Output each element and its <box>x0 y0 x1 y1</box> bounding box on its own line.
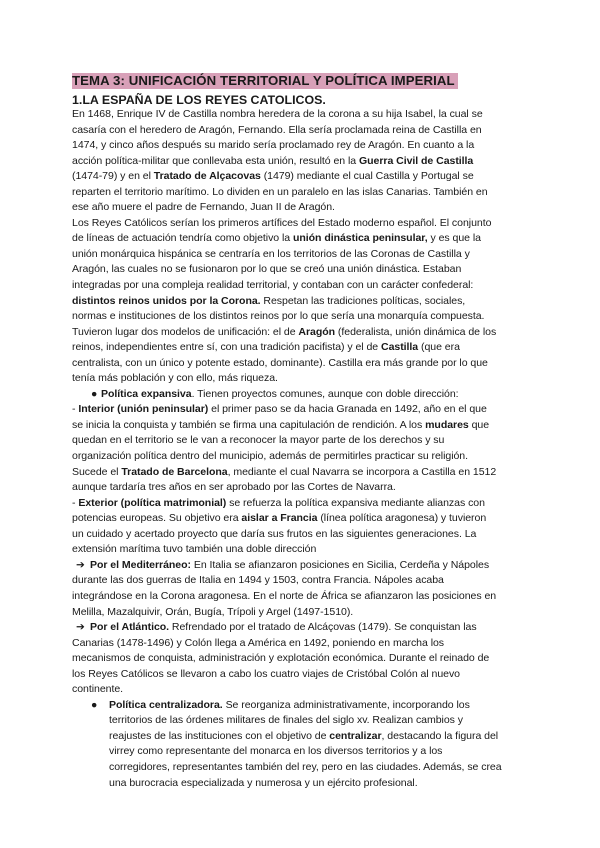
text-line: potencias europeas. Su objetivo era aislar a Francia (línea política aragonesa) y tuvieron <box>72 512 487 525</box>
text-line: casaría con el heredero de Aragón, Fernando. Ella sería proclamada reina de Castilla en <box>72 123 482 136</box>
text-line: acción política-militar que conllevaba esta unión, resultó en la Guerra Civil de Castilla <box>72 154 474 167</box>
text-line: ➔ Por el Atlántico. Refrendado por el tratado de Alcáçovas (1479). Se conquistan las <box>72 620 534 636</box>
text-line: En 1468, Enrique IV de Castilla nombra heredera de la corona a su hija Isabel, la cual se <box>72 108 483 120</box>
text-line: corregidores, representantes también del rey, pero en las ciudades. Además, se crea <box>109 760 502 773</box>
text-line: centralista, con un único y potente estado, dominante). Castilla era más grande por lo que <box>72 356 488 369</box>
text-line: organización política dentro del municipio, además de permitirles practicar su religión. <box>72 450 468 463</box>
bullet-icon: ● <box>91 387 98 400</box>
text-line: Melilla, Mazalquivir, Orán, Bugía, Trípoli y Argel (1497-1510). <box>72 605 354 618</box>
text-line: Los Reyes Católicos serían los primeros artífices del Estado moderno español. El conjunto <box>72 216 492 229</box>
document-body <box>72 107 534 791</box>
text-line: reajustes de las instituciones con el objetivo de centralizar, destacando la figura del <box>109 729 499 742</box>
text-line: una burocracia especializada y numerosa y un ejército profesional. <box>109 776 418 789</box>
text-line: (1474-79) y en el Tratado de Alçacovas (1479) mediante el cual Castilla y Portugal se <box>72 170 474 183</box>
text-line: reparten el territorio marítimo. Lo dividen en un paralelo en las islas Canarias. También en <box>72 185 488 198</box>
text-line: Canarias (1478-1496) y Colón llega a América en 1492, poniendo en marcha los <box>72 636 445 649</box>
text-line: integradas por una compleja realidad territorial, y contaban con un carácter confederal: <box>72 279 474 292</box>
text-line: continente. <box>72 683 124 696</box>
text-line: normas e instituciones de los distintos reinos por lo que sería una monarquía compuesta. <box>72 310 485 323</box>
text-line: integrándose en la Corona aragonesa. En el norte de África se afianzaron las posiciones en <box>72 589 497 602</box>
text-line: aunque tardaría tres años en ser aprobado por las Cortes de Navarra. <box>72 481 396 494</box>
text-line: reinos, independientes entre sí, con una tradición pacifista) y el de Castilla (que era <box>72 341 460 354</box>
text-line: territorios de las órdenes militares de finales del siglo xv. Realizan cambios y <box>109 714 463 727</box>
section-heading: 1.LA ESPAÑA DE LOS REYES CATOLICOS. <box>72 93 326 107</box>
text-line: ➔ Por el Mediterráneo: En Italia se afianzaron posiciones en Sicilia, Cerdeña y Nápoles <box>72 558 534 574</box>
bullet-item: ● Política centralizadora. Se reorganiza administrativamente, incorporando los <box>72 698 534 714</box>
bullet-item: ● Política expansiva. Tienen proyectos comunes, aunque con doble dirección: <box>72 387 534 403</box>
text-line: Sucede el Tratado de Barcelona, mediante el cual Navarra se incorpora a Castilla en 1512 <box>72 465 497 478</box>
text-line: - Exterior (política matrimonial) se refuerza la política expansiva mediante alianzas con <box>72 496 485 509</box>
page-title: TEMA 3: UNIFICACIÓN TERRITORIAL Y POLÍTICA IMPERIAL <box>72 73 458 89</box>
text-line: unión monárquica hispánica se centraría en los territorios de las Coronas de Castilla y <box>72 247 470 260</box>
bullet-icon: ● <box>91 698 98 711</box>
text-line: de líneas de actuación tendría como objetivo la unión dinástica peninsular, y es que la <box>72 232 481 245</box>
text-line: distintos reinos unidos por la Corona. Respetan las tradiciones políticas, sociales, <box>72 294 466 307</box>
text-line: ese año muere el padre de Fernando, Juan II de Aragón. <box>72 201 335 214</box>
text-line: Tuvieron lugar dos modelos de unificación: el de Aragón (federalista, unión dinámica de los <box>72 325 497 338</box>
arrow-right-icon: ➔ <box>76 621 85 634</box>
text-line: se inicia la conquista y también se firma una capitulación de rendición. A los mudares que <box>72 418 490 431</box>
text-line: quedan en el territorio se le van a reconocer la mayor parte de los derechos y su <box>72 434 445 447</box>
text-line: - Interior (unión peninsular) el primer paso se da hacia Granada en 1492, año en el que <box>72 403 487 416</box>
text-line: tenía más población y con ello, más riqueza. <box>72 372 278 385</box>
text-line: durante las dos guerras de Italia en 1494 y 1503, contra Francia. Nápoles acaba <box>72 574 444 587</box>
text-line: Aragón, las cuales no se fusionaron por lo que se creó una unión dinástica. Estaban <box>72 263 462 276</box>
arrow-right-icon: ➔ <box>76 558 85 571</box>
text-line: los Reyes Católicos se llevaron a cabo los cuatro viajes de Cristóbal Colón al nuevo <box>72 667 460 680</box>
text-line: 1474, y cinco años después su marido sería proclamado rey de Aragón. En cuanto a la <box>72 139 475 152</box>
text-line: extensión marítima tuvo también una doble dirección <box>72 543 317 556</box>
text-line: un cuidado y acertado proyecto que daría sus frutos en las siguientes generaciones. La <box>72 527 477 540</box>
text-line: virrey como representante del monarca en los diversos territorios y a los <box>109 745 443 758</box>
text-line: mecanismos de conquista, administración y explotación económica. Durante el reinado de <box>72 652 490 665</box>
